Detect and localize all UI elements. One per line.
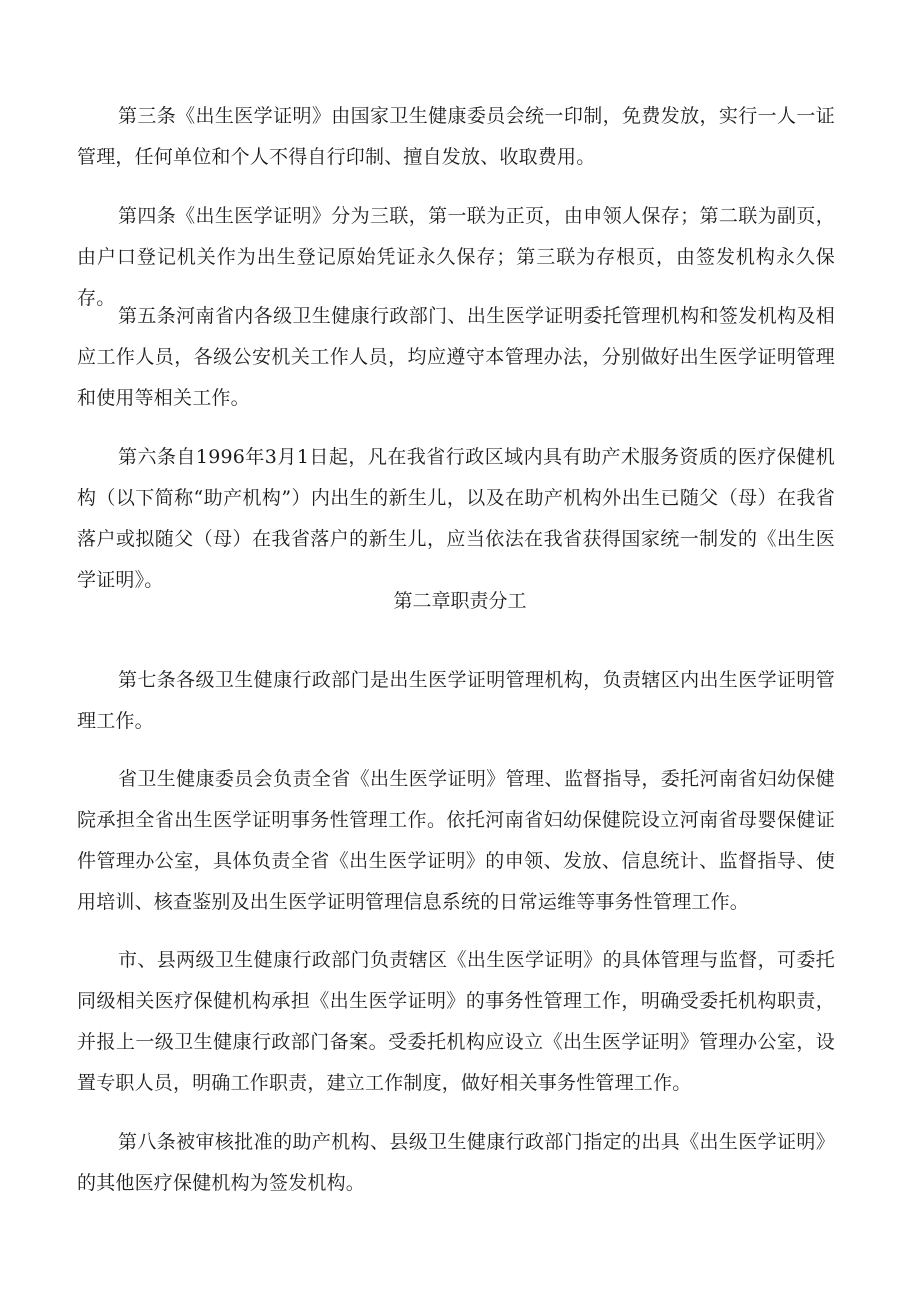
- article-3-paragraph: 第三条《出生医学证明》由国家卫生健康委员会统一印制，免费发放，实行一人一证管理，任何单位和个人不得自行印制、擅自发放、收取费用。: [77, 105, 835, 168]
- city-county-duty-paragraph: 市、县两级卫生健康行政部门负责辖区《出生医学证明》的具体管理与监督，可委托同级相关医疗保健机构承担《出生医学证明》的事务性管理工作，明确受委托机构职责，并报上一级卫生健康行政部门备案。受委托机构应设立《出生医学证明》管理办公室，设置专职人员，明确工作职责，建立工作制度，做好相关事务性管理工作。: [77, 949, 835, 1094]
- provincial-duty-paragraph: 省卫生健康委员会负责全省《出生医学证明》管理、监督指导，委托河南省妇幼保健院承担全省出生医学证明事务性管理工作。依托河南省妇幼保健院设立河南省母婴保健证件管理办公室，具体负责全省《出生医学证明》的申领、发放、信息统计、监督指导、使用培训、核查鉴别及出生医学证明管理信息系统的日常运维等事务性管理工作。: [77, 768, 835, 913]
- article-8-paragraph: 第八条被审核批准的助产机构、县级卫生健康行政部门指定的出具《出生医学证明》的其他医疗保健机构为签发机构。: [77, 1131, 835, 1194]
- article-6-paragraph: 第六条自1996年3月1日起，凡在我省行政区域内具有助产术服务资质的医疗保健机构（以下简称“助产机构”）内出生的新生儿，以及在助产机构外出生已随父（母）在我省落户或拟随父（母）在我省落户的新生儿，应当依法在我省获得国家统一制发的《出生医学证明》。: [77, 446, 835, 591]
- chapter-heading: 第二章职责分工: [393, 590, 527, 612]
- article-7-paragraph: 第七条各级卫生健康行政部门是出生医学证明管理机构，负责辖区内出生医学证明管理工作。: [77, 669, 835, 732]
- article-4-paragraph: 第四条《出生医学证明》分为三联，第一联为正页，由申领人保存；第二联为副页，由户口登记机关作为出生登记原始凭证永久保存；第三联为存根页，由签发机构永久保存。: [77, 205, 835, 309]
- article-5-paragraph: 第五条河南省内各级卫生健康行政部门、出生医学证明委托管理机构和签发机构及相应工作人员，各级公安机关工作人员，均应遵守本管理办法，分别做好出生医学证明管理和使用等相关工作。: [77, 305, 835, 409]
